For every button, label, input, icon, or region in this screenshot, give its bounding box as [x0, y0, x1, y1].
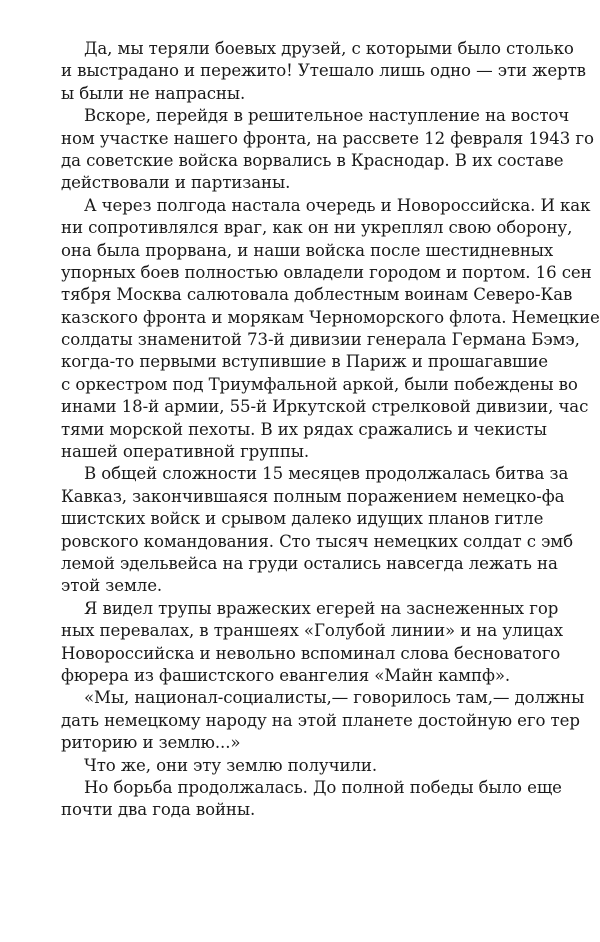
text-line: Вскоре, перейдя в решительное наступление на восточ — [84, 106, 570, 126]
text-line: В общей сложности 15 месяцев продолжалась битва за — [84, 464, 569, 484]
text-line: «Мы, национал-социалисты,— говорилось там,— должны — [84, 688, 585, 708]
text-line: Кавказ, закончившаяся полным поражением немецко-фа — [61, 486, 565, 506]
text-line: шистских войск и срывом далеко идущих планов гитле — [61, 509, 544, 529]
text-line: упорных боев полностью овладели городом и портом. 16 сен — [61, 262, 592, 282]
text-line: ы были не напрасны. — [61, 83, 246, 103]
paragraph-7 — [84, 755, 543, 777]
text-line: Но борьба продолжалась. До полной победы было еще — [84, 777, 562, 797]
paragraph-8 — [61, 777, 562, 822]
paragraph-6 — [61, 687, 585, 754]
text-line: фюрера из фашистского евангелия «Майн кампф». — [61, 665, 511, 685]
text-line: Новороссийска и невольно вспоминал слова бесноватого — [61, 643, 561, 663]
text-line: лемой эдельвейса на груди остались навсегда лежать на — [61, 553, 558, 573]
text-line: и выстрадано и пережито! Утешало лишь одно — эти жертв — [61, 61, 586, 81]
text-line: она была прорвана, и наши войска после шестидневных — [61, 240, 554, 260]
text-line: ровского командования. Сто тысяч немецких солдат с эмб — [61, 531, 573, 551]
text-line: тября Москва салютовала доблестным воинам Северо-Кав — [61, 285, 573, 305]
text-line: с оркестром под Триумфальной аркой, были побеждены во — [61, 374, 578, 394]
text-line: почти два года войны. — [61, 800, 256, 820]
text-line: инами 18-й армии, 55-й Иркутской стрелковой дивизии, час — [61, 397, 589, 417]
paragraph-2 — [61, 105, 594, 195]
text-line: Что же, они эту землю получили. — [84, 755, 378, 775]
text-line: Да, мы теряли боевых друзей, с которыми было столько — [84, 39, 574, 58]
text-line: А через полгода настала очередь и Новороссийска. И как — [84, 195, 591, 215]
paragraph-5 — [61, 598, 564, 688]
text-line: нашей оперативной группы. — [61, 442, 310, 462]
text-line: да советские войска ворвались в Краснодар. В их составе — [61, 150, 564, 170]
page-body — [61, 38, 600, 822]
text-line: этой земле. — [61, 576, 163, 596]
text-line: ном участке нашего фронта, на рассвете 12 февраля 1943 го — [61, 128, 594, 148]
text-line: казского фронта и морякам Черноморского флота. Немецкие — [61, 307, 600, 327]
text-line: действовали и партизаны. — [61, 173, 291, 193]
text-line: ных перевалах, в траншеях «Голубой линии» и на улицах — [61, 621, 564, 641]
text-line: тями морской пехоты. В их рядах сражались и чекисты — [61, 419, 547, 439]
text-line: дать немецкому народу на этой планете достойную его тер — [61, 710, 580, 730]
text-line: когда-то первыми вступившие в Париж и прошагавшие — [61, 352, 548, 372]
paragraph-4 — [61, 463, 573, 597]
text-line: ни сопротивлялся враг, как он ни укреплял свою оборону, — [61, 218, 573, 238]
text-line: риторию и землю...» — [61, 733, 241, 753]
text-line: солдаты знаменитой 73-й дивизии генерала Германа Бэмэ, — [61, 330, 580, 350]
text-line: Я видел трупы вражеских егерей на заснеженных гор — [84, 598, 559, 618]
paragraph-1 — [61, 38, 586, 105]
paragraph-3 — [61, 195, 600, 464]
